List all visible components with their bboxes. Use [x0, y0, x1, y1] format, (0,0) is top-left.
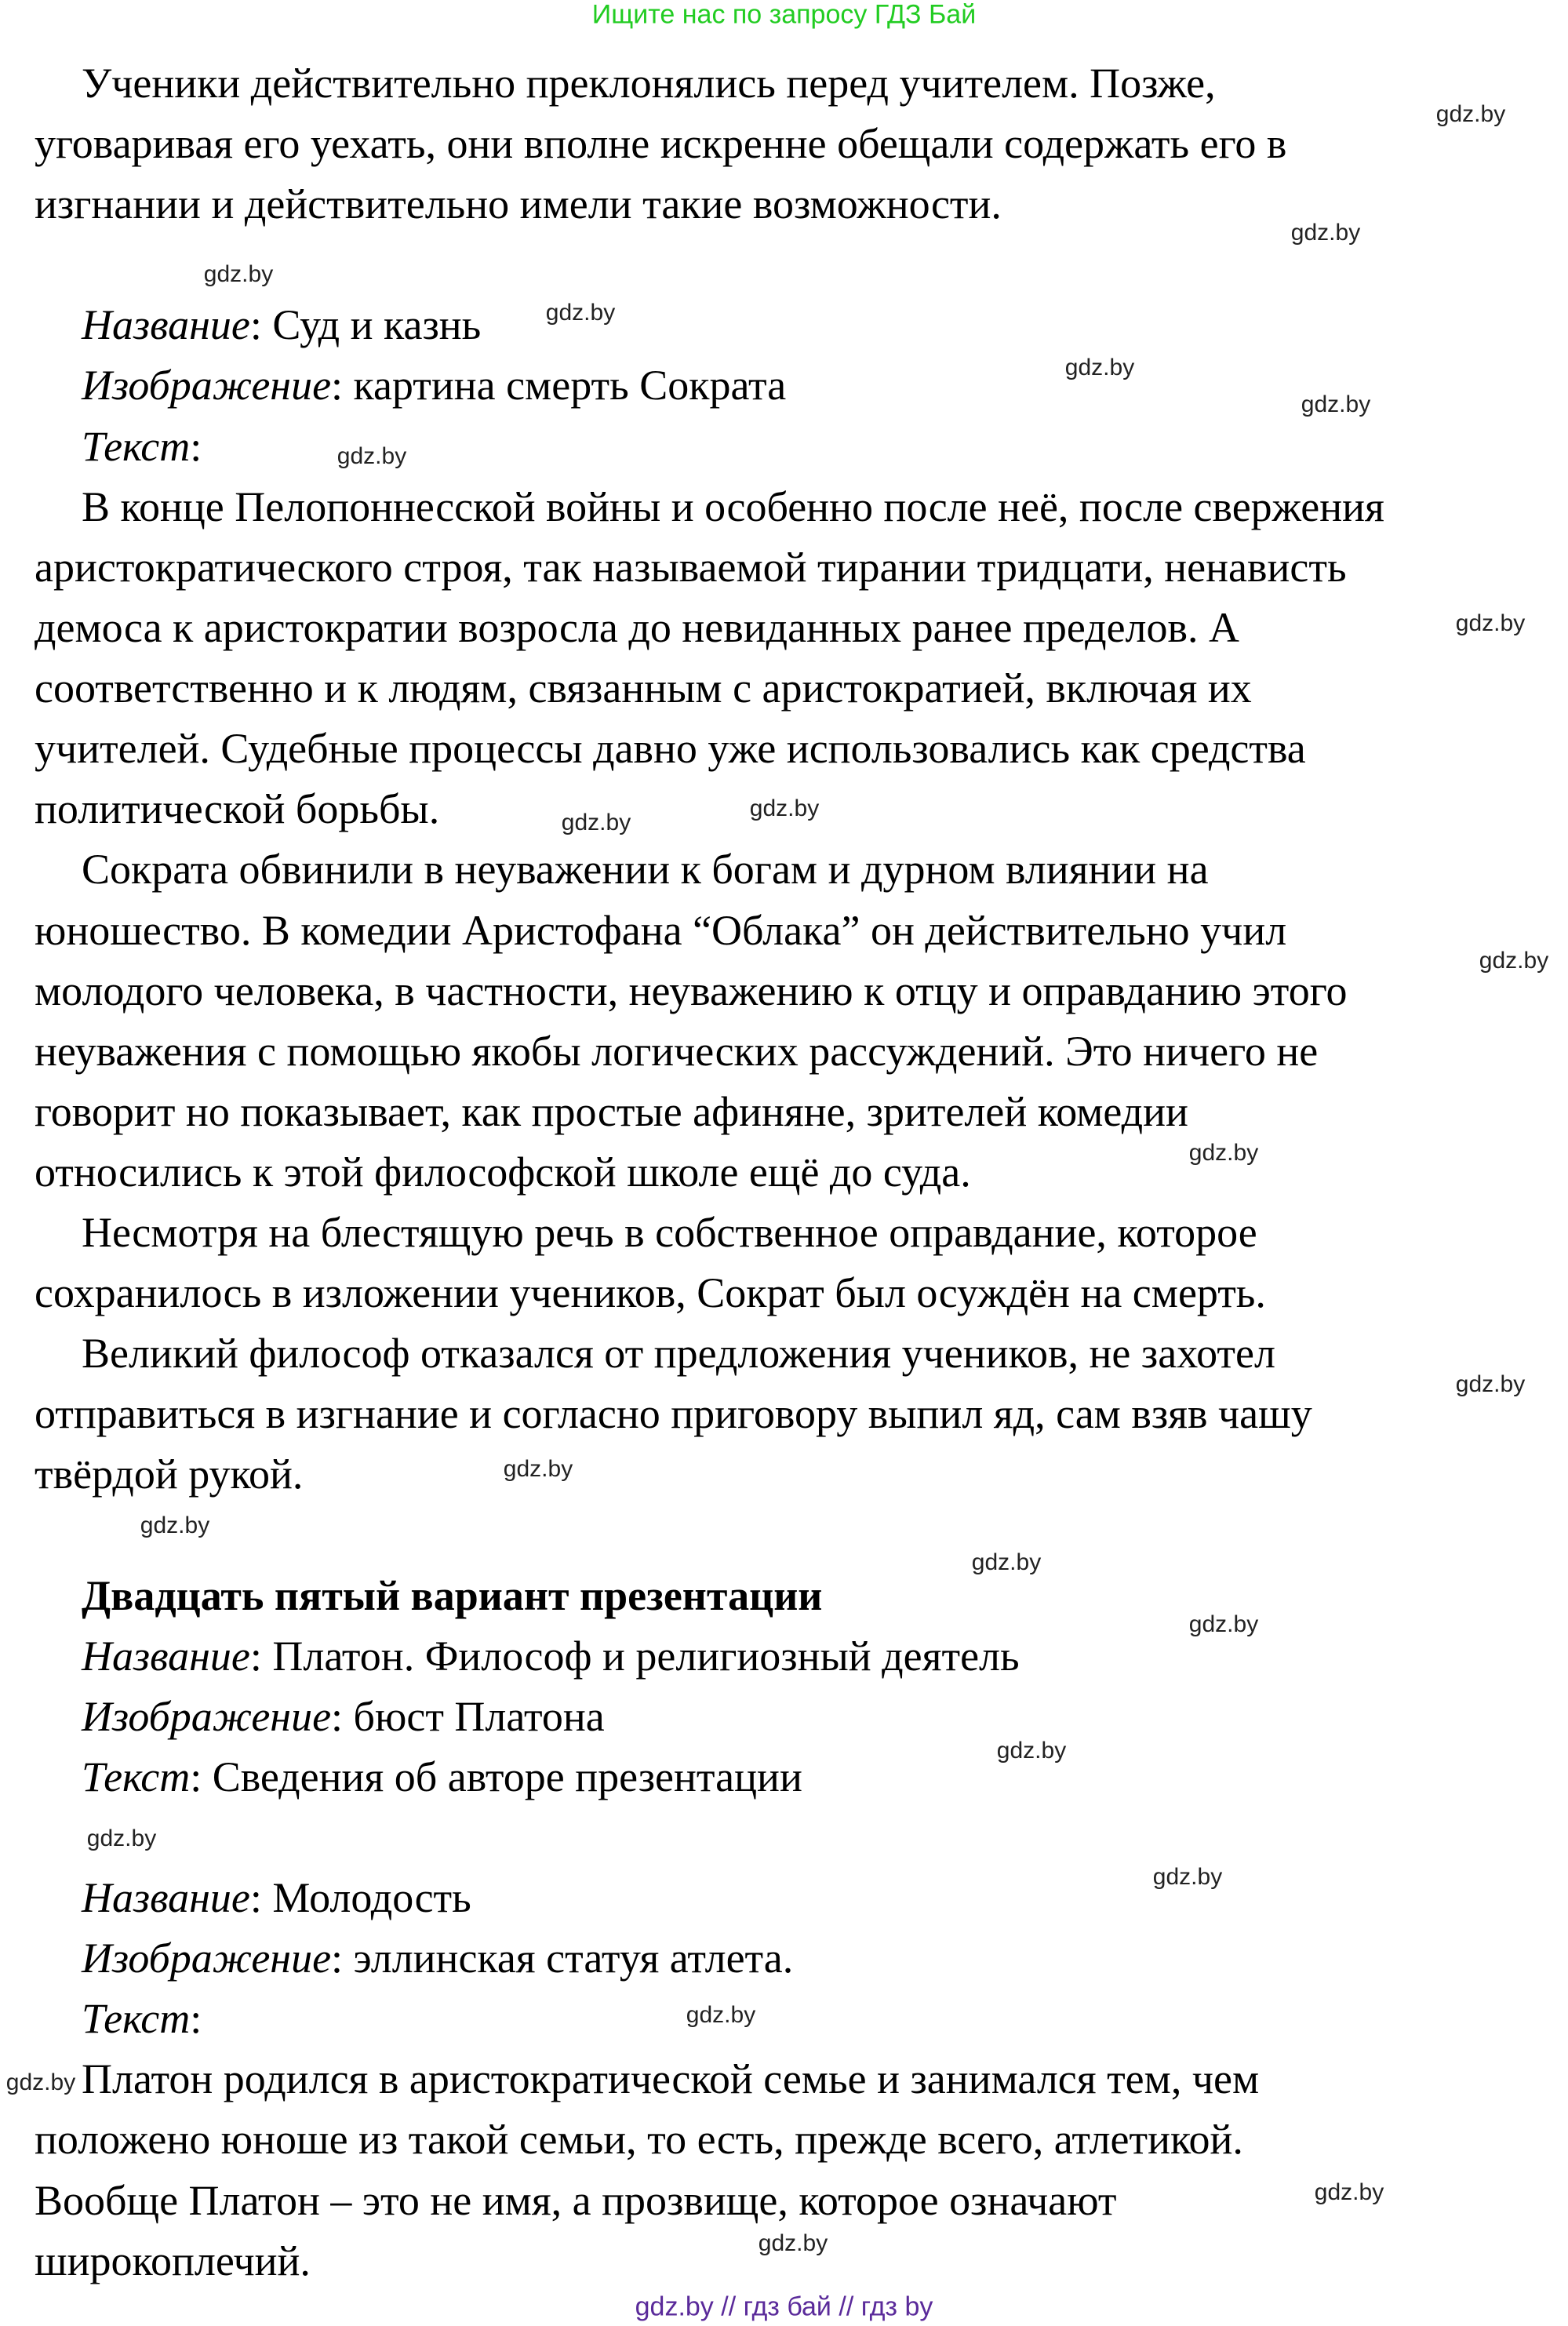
value: : бюст Платона: [331, 1693, 605, 1740]
watermark: gdz.by: [1314, 2179, 1384, 2205]
watermark: gdz.by: [1479, 948, 1549, 974]
slide-text: [82, 1988, 202, 2049]
slide-image: [82, 1686, 605, 1747]
slide-text: [82, 416, 202, 477]
watermark: gdz.by: [1290, 220, 1361, 246]
text-line: юношество. В комедии Аристофана “Облака” он действительно учил: [35, 907, 1287, 954]
watermark: gdz.by: [1188, 1140, 1259, 1166]
text-line: аристократического строя, так называемой тирании тридцати, ненависть: [35, 544, 1347, 591]
watermark: gdz.by: [337, 443, 407, 469]
watermark: gdz.by: [996, 1738, 1067, 1764]
text-line: твёрдой рукой.: [35, 1451, 304, 1498]
watermark: gdz.by: [1152, 1864, 1223, 1890]
watermark: gdz.by: [1455, 610, 1526, 636]
watermark: gdz.by: [5, 2069, 76, 2095]
text-line: соответственно и к людям, связанным с аристократией, включая их: [35, 664, 1252, 712]
text-line: относились к этой философской школе ещё до суда.: [35, 1148, 971, 1196]
value: : Суд и казнь: [249, 301, 482, 348]
label: Изображение: [82, 1693, 332, 1740]
text-line: демоса к аристократии возросла до невиданных ранее пределов. А: [35, 604, 1239, 651]
watermark: gdz.by: [140, 1512, 210, 1538]
value: : Молодость: [249, 1874, 471, 1921]
label: Текст: [82, 1995, 191, 2042]
label: Название: [82, 1874, 250, 1921]
watermark: gdz.by: [749, 795, 820, 821]
text-line: молодого человека, в частности, неуважению к отцу и оправданию этого: [35, 967, 1348, 1014]
text-line: широкоплечий.: [35, 2237, 311, 2284]
watermark: gdz.by: [1301, 391, 1371, 417]
text-line: неуважения с помощью якобы логических рассуждений. Это ничего не: [35, 1028, 1319, 1075]
slide-name: [82, 294, 481, 355]
slide-text: [82, 1746, 802, 1807]
value: : Платон. Философ и религиозный деятель: [249, 1633, 1020, 1680]
watermark: gdz.by: [1455, 1371, 1526, 1397]
slide-image: [82, 1927, 793, 1989]
text-line: говорит но показывает, как простые афиняне, зрителей комедии: [35, 1088, 1188, 1135]
watermark: gdz.by: [203, 261, 274, 287]
text-line: уговаривая его уехать, они вполне искренне обещали содержать его в: [35, 120, 1287, 167]
slide-image: [82, 355, 786, 416]
text-line: положено юноше из такой семьи, то есть, прежде всего, атлетикой.: [35, 2116, 1243, 2163]
text-line: отправиться в изгнание и согласно приговору выпил яд, сам взяв чашу: [35, 1390, 1312, 1437]
header-banner: Ищите нас по запросу ГДЗ Бай: [591, 0, 977, 30]
text-line: учителей. Судебные процессы давно уже использовались как средства: [35, 725, 1306, 772]
label: Текст: [82, 1753, 191, 1800]
watermark: gdz.by: [545, 300, 616, 326]
label: Название: [82, 301, 250, 348]
watermark: gdz.by: [561, 810, 631, 835]
watermark: gdz.by: [1188, 1611, 1259, 1637]
watermark: gdz.by: [503, 1456, 573, 1482]
value: : картина смерть Сократа: [331, 362, 787, 409]
text-line: сохранилось в изложении учеников, Сократ был осуждён на смерть.: [35, 1269, 1266, 1316]
label: Изображение: [82, 1935, 332, 1982]
value: :: [190, 423, 202, 470]
value: : Сведения об авторе презентации: [190, 1753, 802, 1800]
label: Название: [82, 1633, 250, 1680]
footer-links: gdz.by // гдз бай // гдз by: [635, 2291, 933, 2322]
text-line: Великий философ отказался от предложения учеников, не захотел: [82, 1330, 1275, 1377]
watermark: gdz.by: [971, 1549, 1042, 1575]
text-line: Платон родился в аристократической семье и занимался тем, чем: [82, 2055, 1260, 2102]
watermark: gdz.by: [1435, 101, 1506, 127]
slide-name: [82, 1867, 471, 1928]
label: Текст: [82, 423, 191, 470]
text-line: Сократа обвинили в неуважении к богам и дурном влиянии на: [82, 846, 1209, 893]
text-line: изгнании и действительно имели такие возможности.: [35, 180, 1002, 228]
text-line: Вообще Платон – это не имя, а прозвище, которое означают: [35, 2177, 1117, 2224]
watermark: gdz.by: [86, 1825, 157, 1851]
slide-name: [82, 1625, 1020, 1687]
watermark: gdz.by: [1064, 355, 1135, 380]
watermark: gdz.by: [758, 2230, 828, 2256]
text-line: Несмотря на блестящую речь в собственное оправдание, которое: [82, 1209, 1257, 1256]
watermark: gdz.by: [686, 2002, 756, 2028]
value: : эллинская статуя атлета.: [331, 1935, 794, 1982]
label: Изображение: [82, 362, 332, 409]
section-heading: Двадцать пятый вариант презентации: [82, 1572, 823, 1619]
value: :: [190, 1995, 202, 2042]
text-line: политической борьбы.: [35, 785, 440, 832]
text-line: Ученики действительно преклонялись перед учителем. Позже,: [82, 60, 1216, 107]
text-line: В конце Пелопоннесской войны и особенно после неё, после свержения: [82, 483, 1384, 530]
